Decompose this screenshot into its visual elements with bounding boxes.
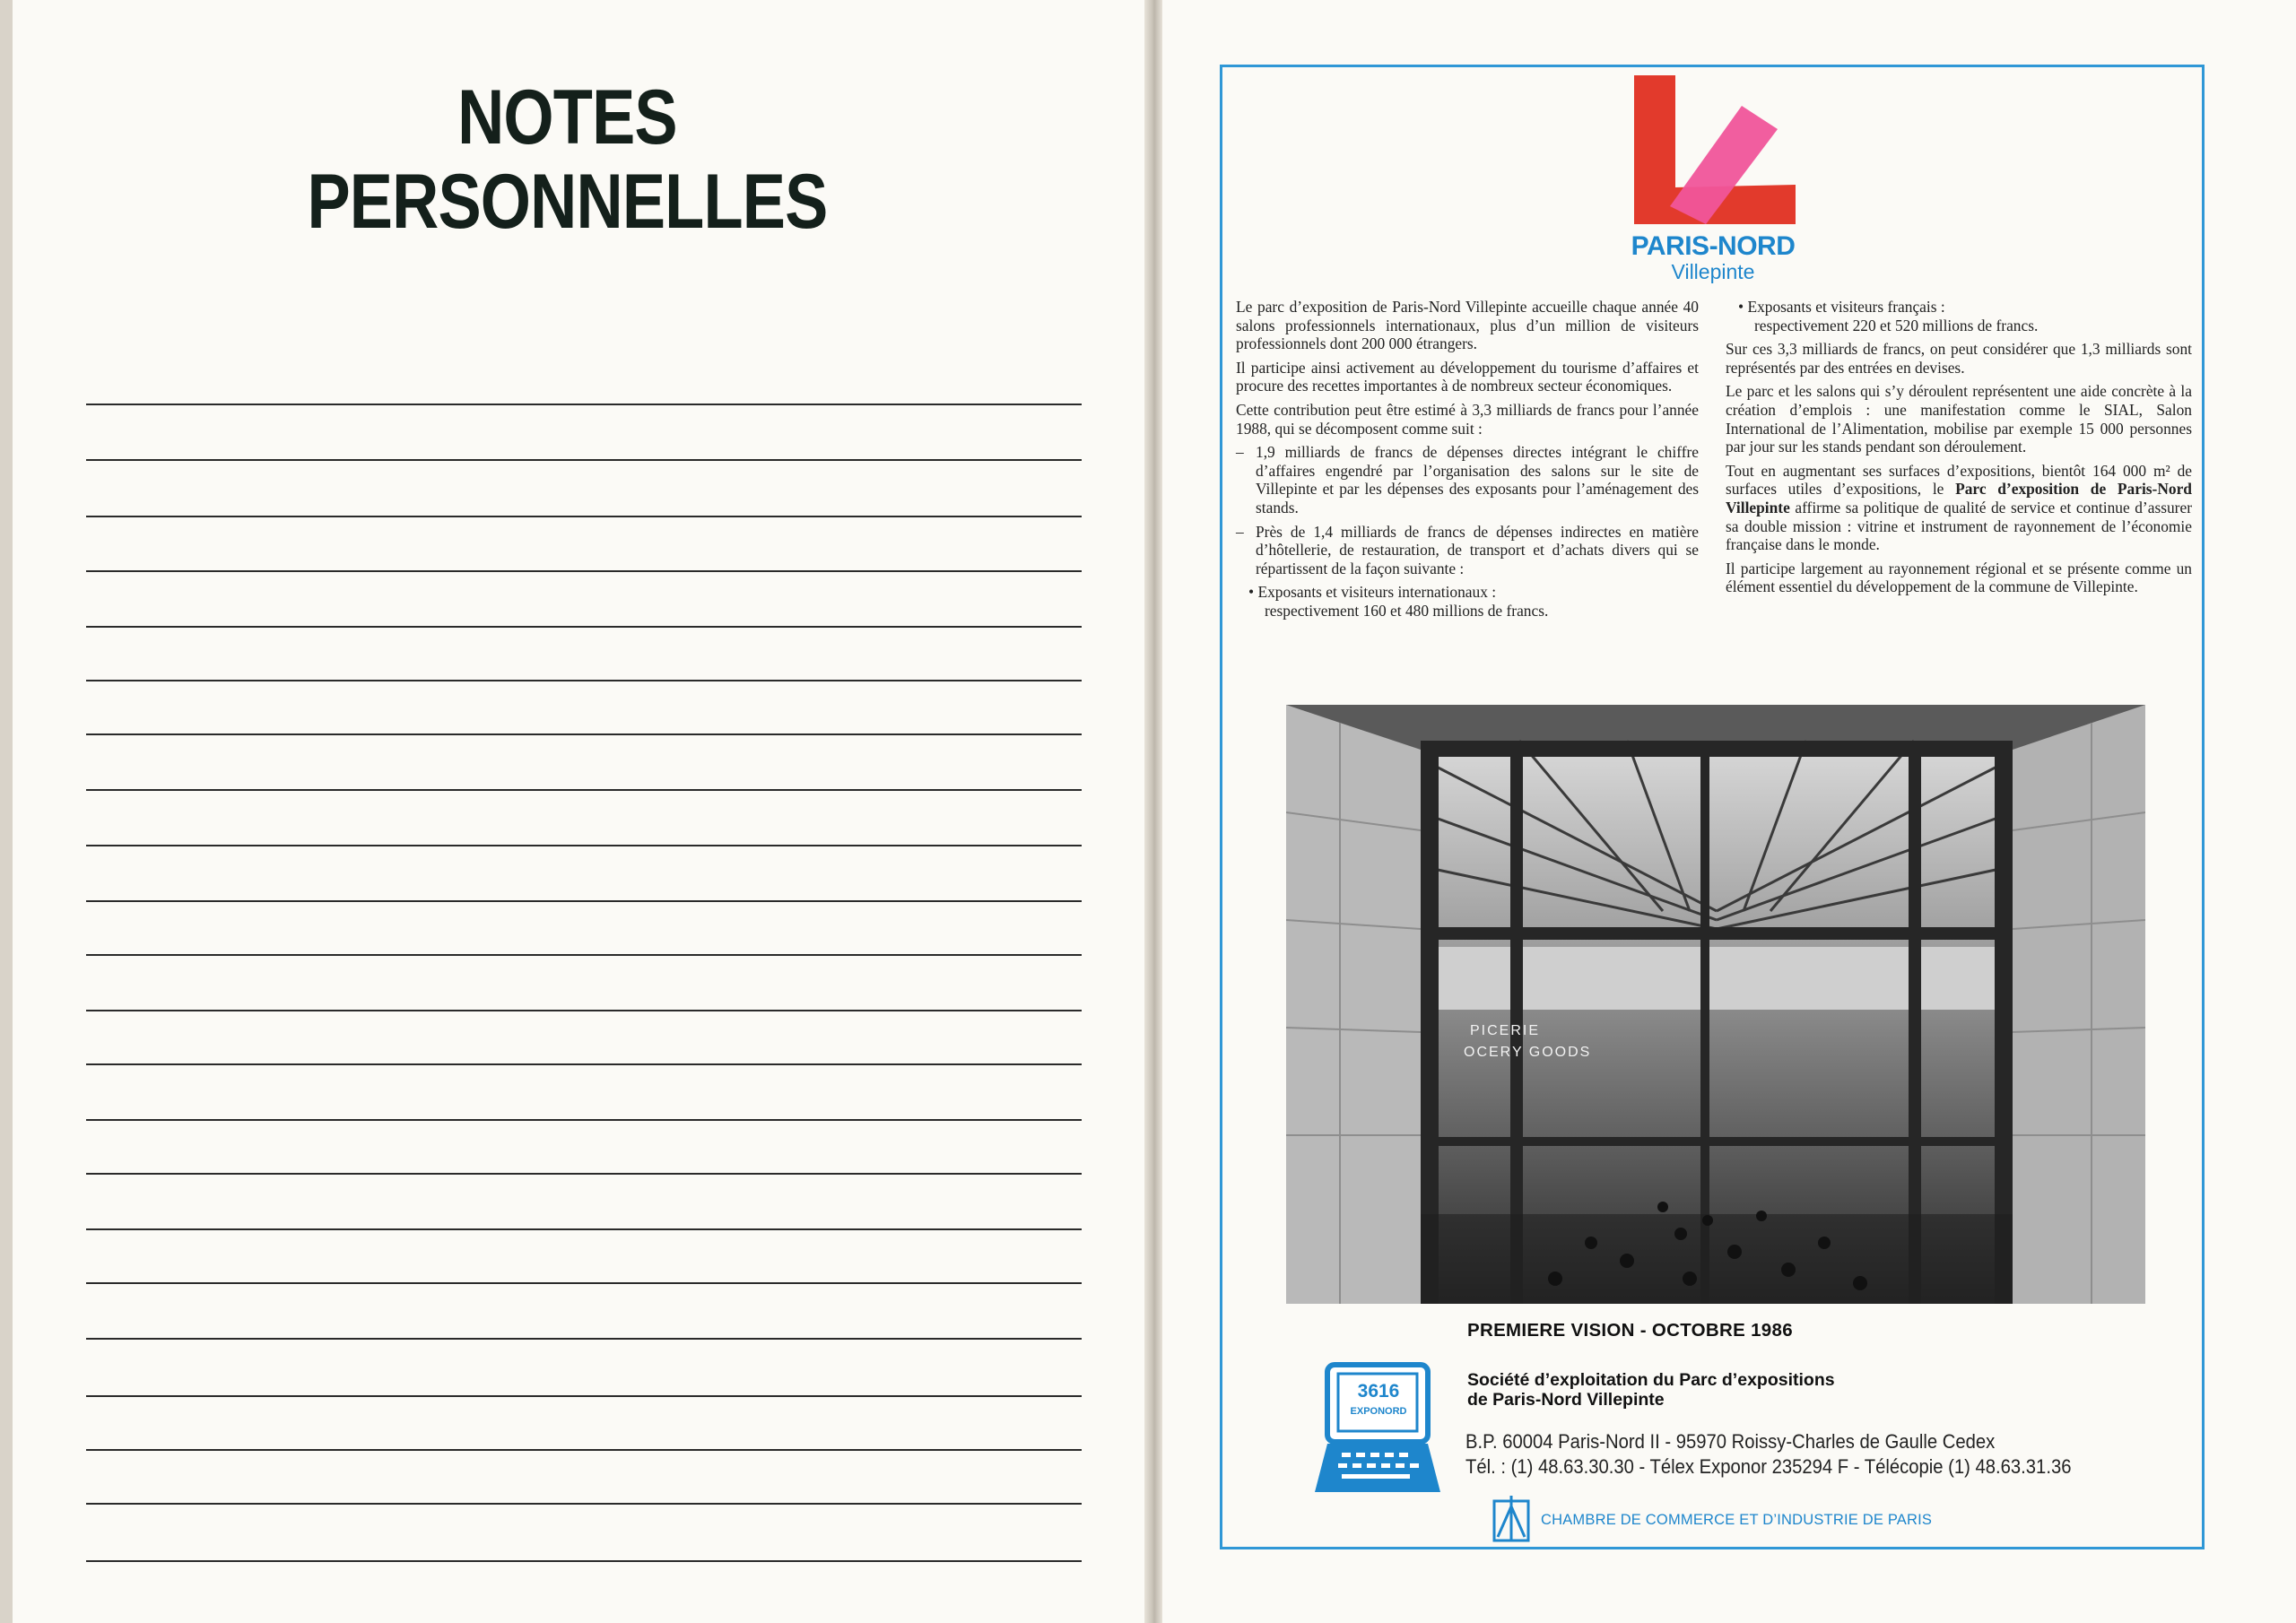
company-line: de Paris-Nord Villepinte (1467, 1390, 1665, 1410)
contact-address (1465, 1429, 2071, 1480)
cci-name: CHAMBRE DE COMMERCE ET D’INDUSTRIE DE PARIS (1541, 1512, 1933, 1528)
notes-line (86, 404, 1082, 405)
company-name (1467, 1370, 1835, 1410)
logo-subtitle: Villepinte (1671, 260, 1755, 283)
notes-line (86, 570, 1082, 572)
notes-line (86, 1228, 1082, 1230)
notes-line (86, 1063, 1082, 1065)
notes-title-line2: PERSONNELLES (307, 159, 828, 245)
paragraph-part: Tout en augmentant ses surfaces d’expositions, bientôt 164 000 m² de surfaces utiles d’expositions, le (1726, 461, 2192, 499)
bullet-item-line1: Exposants et visiteurs internationaux : (1257, 583, 1497, 602)
hall-sign: PICERIE (1470, 1023, 1541, 1038)
notes-line (86, 1503, 1082, 1505)
minitel-number: 3616 (1357, 1381, 1400, 1402)
notes-line (86, 459, 1082, 461)
bullet-mark: • (1248, 583, 1255, 602)
notes-line (86, 789, 1082, 791)
paragraph: Il participe largement au rayonnement régional et se présente comme un élément essentiel du développement de la commune de Villepinte. (1726, 559, 2192, 596)
paragraph: Le parc d’exposition de Paris-Nord Villepinte accueille chaque année 40 salons professionnels internationaux, plus d’un million de visiteurs professionnels dont 200 000 étrangers. (1236, 298, 1699, 353)
paris-nord-logo-icon (1634, 74, 1801, 226)
notes-title-line1: NOTES (457, 74, 677, 161)
minitel-code: EXPONORD (1350, 1406, 1407, 1417)
notes-line (86, 1449, 1082, 1451)
paragraph (1726, 462, 2192, 554)
paragraph: Le parc et les salons qui s’y déroulent représentent une aide concrète à la création d’emplois : une manifestation comme le SIAL, Salon International de l’Alimentation, mobilise par exemple 15 000 personnes par jour sur les stands pendant son déroulement. (1726, 382, 2192, 456)
logo-name: PARIS-NORD (1631, 231, 1796, 261)
notes-line (86, 680, 1082, 681)
page-edge (0, 0, 13, 1623)
notes-line (86, 516, 1082, 517)
notes-line (86, 1560, 1082, 1562)
bullet-item-line2: respectivement 160 et 480 millions de francs. (1265, 601, 1549, 620)
dash-item (1236, 443, 1699, 516)
notes-line (86, 733, 1082, 735)
notes-line (86, 626, 1082, 628)
bullet-mark: • (1738, 298, 1744, 316)
company-line: Société d’exploitation du Parc d’expositions (1467, 1370, 1835, 1390)
phone-line: Tél. : (1) 48.63.30.30 - Télex Exponor 235294 F - Télécopie (1) 48.63.31.36 (1465, 1455, 2072, 1478)
text-column-left (1236, 298, 1699, 626)
book-gutter (1144, 0, 1162, 1623)
dash-item (1236, 523, 1699, 578)
paragraph: Il participe ainsi activement au développement du tourisme d’affaires et procure des recettes importantes à de nombreux secteur économiques. (1236, 358, 1699, 395)
paragraph-part: affirme sa politique de qualité de service et continue d’assurer sa double mission : vitrine et instrument de rayonnement de l’économie française dans le monde. (1726, 498, 2192, 554)
photo-illustration (1286, 705, 2145, 1304)
notes-line (86, 1173, 1082, 1175)
notes-line (86, 845, 1082, 846)
paragraph-bold: Parc d’exposition de Paris-Nord Villepinte (1726, 480, 2192, 516)
notes-line (86, 1010, 1082, 1011)
notes-line (86, 900, 1082, 902)
dash-item-text: Près de 1,4 milliards de francs de dépenses indirectes en matière d’hôtellerie, de restauration, de transport et d’achats divers qui se répartissent de la façon suivante : (1256, 522, 1699, 577)
text-column-right (1726, 298, 2192, 602)
bullet-item (1236, 583, 1699, 620)
bullet-item-line1: Exposants et visiteurs français : (1747, 298, 1945, 316)
exhibition-hall-photo (1286, 705, 2145, 1304)
dash-mark: – (1236, 522, 1244, 541)
hall-sign: OCERY GOODS (1464, 1045, 1592, 1060)
paragraph: Sur ces 3,3 milliards de francs, on peut considérer que 1,3 milliards sont représentés par des entrées en devises. (1726, 340, 2192, 377)
notes-line (86, 1282, 1082, 1284)
notes-line (86, 1395, 1082, 1397)
dash-item-text: 1,9 milliards de francs de dépenses directes intégrant le chiffre d’affaires engendré par l’organisation des salons sur le site de Villepinte et par les dépenses des exposants pour l’aménagement des stands. (1256, 443, 1699, 516)
bullet-item (1726, 298, 2192, 334)
paragraph: Cette contribution peut être estimé à 3,3 milliards de francs pour l’année 1988, qui se décomposent comme suit : (1236, 400, 1699, 438)
notes-line (86, 1119, 1082, 1121)
photo-caption: PREMIERE VISION - OCTOBRE 1986 (1467, 1320, 1793, 1341)
notes-line (86, 1338, 1082, 1340)
notes-line (86, 954, 1082, 956)
cci-emblem-icon (1491, 1494, 1532, 1544)
bullet-item-line2: respectivement 220 et 520 millions de francs. (1754, 316, 2039, 334)
dash-mark: – (1236, 443, 1244, 462)
address-line: B.P. 60004 Paris-Nord II - 95970 Roissy-Charles de Gaulle Cedex (1465, 1430, 1996, 1453)
